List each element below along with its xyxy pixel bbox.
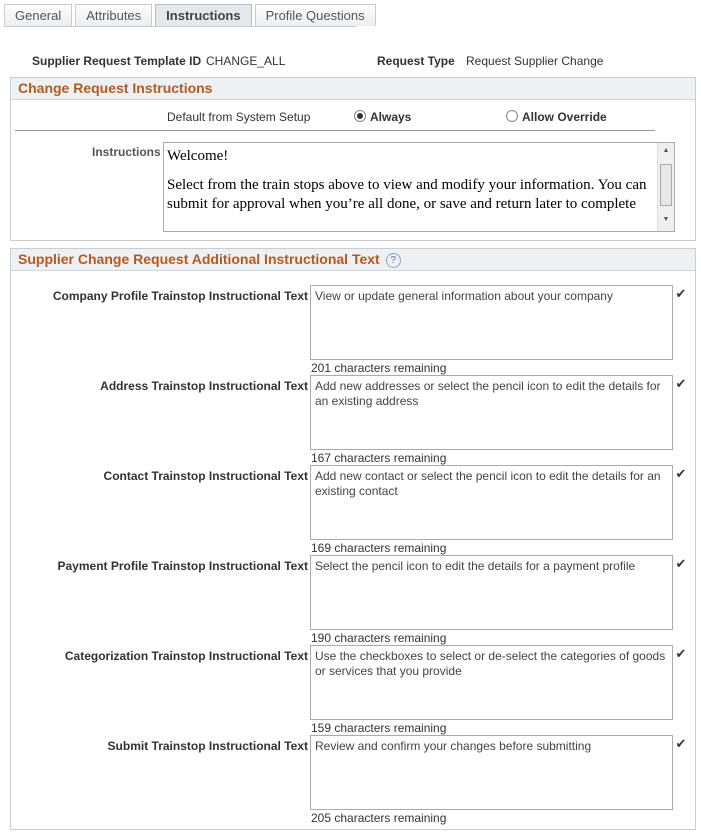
tab-general[interactable]: General xyxy=(4,4,72,26)
instructional-textarea[interactable]: Review and confirm your changes before submitting xyxy=(310,735,673,810)
characters-remaining: 201 characters remaining xyxy=(311,361,447,375)
scroll-thumb[interactable] xyxy=(660,164,672,206)
spell-check-icon[interactable]: ✔ xyxy=(675,646,687,661)
characters-remaining: 167 characters remaining xyxy=(311,451,447,465)
spell-check-icon[interactable]: ✔ xyxy=(675,466,687,481)
instructional-textarea[interactable]: View or update general information about your company xyxy=(310,285,673,360)
radio-label: Allow Override xyxy=(522,110,607,124)
section-title-text: Supplier Change Request Additional Instructional Text xyxy=(18,251,380,267)
instructional-textarea[interactable]: Select the pencil icon to edit the details for a payment profile xyxy=(310,555,673,630)
tab-divider xyxy=(4,26,356,27)
request-type-value: Request Supplier Change xyxy=(466,54,604,68)
instructions-editor[interactable] xyxy=(163,142,675,232)
field-label: Contact Trainstop Instructional Text xyxy=(103,469,308,483)
field-label: Submit Trainstop Instructional Text xyxy=(107,739,308,753)
tab-instructions[interactable]: Instructions xyxy=(155,4,251,26)
template-id-label: Supplier Request Template ID xyxy=(32,54,202,68)
scrollbar[interactable] xyxy=(657,143,674,231)
instructions-paragraph: Select from the train stops above to view and modify your information. You can submit for approval when you’re all done, or save and return later to complete xyxy=(167,177,647,212)
characters-remaining: 190 characters remaining xyxy=(311,631,447,645)
section-title xyxy=(11,249,695,271)
field-label: Categorization Trainstop Instructional Text xyxy=(64,649,308,663)
radio-always[interactable] xyxy=(354,110,411,124)
instructions-label: Instructions xyxy=(92,145,161,159)
spell-check-icon[interactable]: ✔ xyxy=(675,736,687,751)
characters-remaining: 205 characters remaining xyxy=(311,811,447,825)
instructional-textarea[interactable]: Add new contact or select the pencil icon to edit the details for an existing contact xyxy=(310,465,673,540)
section-title: Change Request Instructions xyxy=(11,78,695,100)
request-type-label: Request Type xyxy=(377,54,455,68)
scroll-up-icon[interactable]: ▲ xyxy=(662,147,670,154)
instructions-paragraph: Welcome! xyxy=(167,148,229,164)
help-icon[interactable]: ? xyxy=(386,253,401,268)
spell-check-icon[interactable]: ✔ xyxy=(675,376,687,391)
instructional-textarea[interactable]: Use the checkboxes to select or de-select the categories of goods or services that you provide xyxy=(310,645,673,720)
spell-check-icon[interactable]: ✔ xyxy=(675,556,687,571)
radio-label: Always xyxy=(370,110,412,124)
characters-remaining: 159 characters remaining xyxy=(311,721,447,735)
characters-remaining: 169 characters remaining xyxy=(311,541,447,555)
spell-check-icon[interactable]: ✔ xyxy=(675,286,687,301)
field-label: Payment Profile Trainstop Instructional Text xyxy=(57,559,308,573)
field-label: Address Trainstop Instructional Text xyxy=(100,379,308,393)
tab-bar xyxy=(4,4,376,26)
divider xyxy=(15,130,655,131)
tab-profile-questions[interactable]: Profile Questions xyxy=(255,4,376,26)
template-id-value: CHANGE_ALL xyxy=(206,54,286,68)
radio-button-icon xyxy=(354,110,366,122)
radio-allow-override[interactable] xyxy=(506,110,607,124)
field-label: Company Profile Trainstop Instructional Text xyxy=(52,289,308,303)
default-label: Default from System Setup xyxy=(167,110,311,124)
tab-attributes[interactable]: Attributes xyxy=(75,4,152,26)
scroll-down-icon[interactable]: ▼ xyxy=(662,216,670,223)
instructional-textarea[interactable]: Add new addresses or select the pencil icon to edit the details for an existing address xyxy=(310,375,673,450)
radio-button-icon xyxy=(506,110,518,122)
